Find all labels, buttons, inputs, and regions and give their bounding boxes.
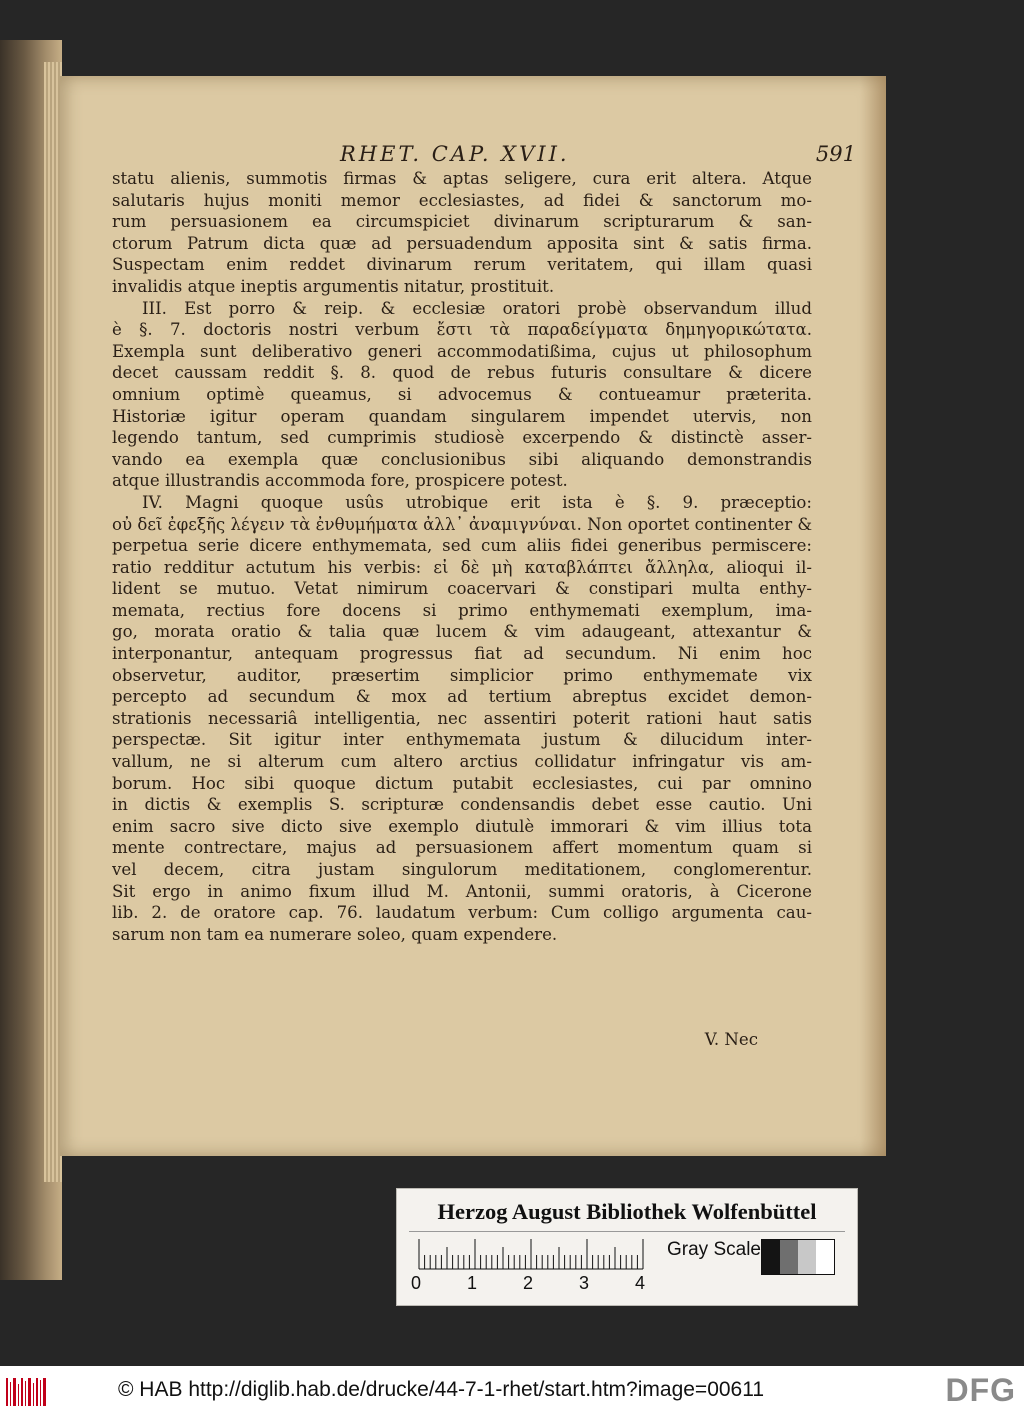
text-line: Historiæ igitur operam quandam singularem impendet utervis, non [112, 406, 812, 426]
ruler-scale [415, 1237, 647, 1271]
text-line: lib. 2. de oratore cap. 76. laudatum verbum: Cum colligo argumenta cau- [112, 903, 812, 923]
text-line: perpetua serie dicere enthymemata, sed cum aliis fidei generibus permiscere: [112, 536, 812, 556]
page-number: 591 [815, 142, 856, 166]
text-line: perspectæ. Sit igitur inter enthymemata justum & dilucidum inter- [112, 730, 812, 750]
text-line: percepto ad secundum & mox ad tertium abreptus excidet demon- [112, 687, 812, 707]
library-label-card [396, 1188, 858, 1306]
text-line: enim sacro sive dicto sive exemplo diutulè immorari & vim illius tota [112, 816, 812, 836]
catchword: V. Nec [704, 1030, 758, 1049]
ruler-number: 0 [411, 1273, 422, 1293]
text-line: Exempla sunt deliberativo generi accommodatißima, cujus ut philosophum [112, 341, 812, 361]
text-line: vel decem, citra justam singulorum meditationem, conglomerentur. [112, 860, 812, 879]
divider [409, 1231, 845, 1232]
text-line: sarum non tam ea numerare soleo, quam expendere. [112, 924, 558, 944]
text-line: interponantur, antequam progressus fiat ad secundum. Ni enim hoc [112, 644, 812, 664]
gray-swatch [816, 1240, 834, 1274]
text-line: in dictis & exemplis S. scripturæ condensandis debet esse cautio. Uni [112, 795, 812, 815]
text-line: vallum, ne si alterum cum altero arctius collidatur infringatur vis am- [112, 752, 812, 772]
text-line: IV. Magni quoque usûs utrobique erit ista è §. 9. præceptio: [142, 492, 812, 512]
text-line: III. Est porro & reip. & ecclesiæ oratori probè observandum illud [142, 298, 812, 318]
copyright-url[interactable]: © HAB http://diglib.hab.de/drucke/44-7-1-rhet/start.htm?image=00611 [118, 1378, 765, 1401]
running-head: RHET. CAP. XVII. [340, 142, 570, 166]
page-text [112, 168, 812, 945]
text-line: memata, rectius fore docens si primo enthymemati exemplum, ima- [112, 600, 812, 620]
text-line: statu alienis, summotis firmas & aptas seligere, cura erit altera. Atque [112, 169, 812, 188]
text-line: strationis necessariâ intelligentia, nec assentiri poterit rationi haut satis [112, 708, 812, 728]
footer-bar [0, 1366, 1024, 1416]
text-line: οὐ δεῖ ἐφεξῆς λέγειν τὰ ἐνθυμήματα ἀλλ᾽ ἀναμιγνύναι. Non oportet continenter & [112, 514, 812, 534]
text-line: lident se mutuo. Vetat nimirum coacervari & constipari multa enthy- [112, 579, 812, 599]
text-line: invalidis atque ineptis argumentis nitatur, prostituit. [112, 276, 555, 296]
ruler-numbers [411, 1273, 651, 1295]
ruler-number: 4 [635, 1273, 646, 1293]
text-line: mente contrectare, majus ad persuasionem affert momentum quam si [112, 838, 812, 858]
gray-scale-swatches [761, 1239, 835, 1275]
text-line: go, morata oratio & talia quæ lucem & vim adaugeant, attexantur & [112, 622, 812, 642]
gray-swatch [762, 1240, 780, 1274]
text-line: observetur, auditor, præsertim simplicior primo enthymemate vix [112, 665, 812, 685]
barcode-icon [6, 1378, 48, 1406]
text-line: rum persuasionem ea circumspiciet divinarum scripturarum & san- [112, 212, 812, 232]
text-line: vando ea exempla quæ conclusionibus sibi aliquando demonstrandis [112, 449, 812, 469]
text-line: è §. 7. doctoris nostri verbum ἔστι τὰ παραδείγματα δημηγορικώτατα. [112, 320, 812, 340]
gray-swatch [798, 1240, 816, 1274]
ruler-number: 1 [467, 1273, 478, 1293]
dfg-logo: DFG [945, 1372, 1016, 1408]
ruler-number: 3 [579, 1273, 590, 1293]
text-line: salutaris hujus moniti memor ecclesiastes, ad fidei & sanctorum mo- [112, 190, 812, 210]
library-name: Herzog August Bibliothek Wolfenbüttel [437, 1199, 817, 1224]
book-page [60, 76, 886, 1156]
gray-scale-label: Gray Scale [667, 1239, 761, 1260]
text-line: ratio redditur actutum his verbis: εἰ δὲ μὴ καταβλάπτει ἄλληλα, alioqui il- [112, 557, 812, 577]
text-line: Suspectam enim reddet divinarum rerum veritatem, qui illam quasi [112, 255, 812, 275]
text-line: ctorum Patrum dicta quæ ad persuadendum apposita sint & satis firma. [112, 233, 812, 253]
text-line: borum. Hoc sibi quoque dictum putabit ecclesiastes, cui par omnino [112, 773, 812, 793]
text-line: atque illustrandis accommoda fore, prospicere potest. [112, 471, 568, 491]
text-line: omnium optimè queamus, si advocemus & contueamur præterita. [112, 384, 812, 404]
gray-swatch [780, 1240, 798, 1274]
text-line: decet caussam reddit §. 8. quod de rebus futuris consultare & dicere [112, 363, 812, 383]
text-line: legendo tantum, sed cumprimis studiosè excerpendo & distinctè asser- [112, 428, 812, 448]
ruler-number: 2 [523, 1273, 534, 1293]
text-line: Sit ergo in animo fixum illud M. Antonii, summi oratoris, à Cicerone [112, 881, 812, 901]
